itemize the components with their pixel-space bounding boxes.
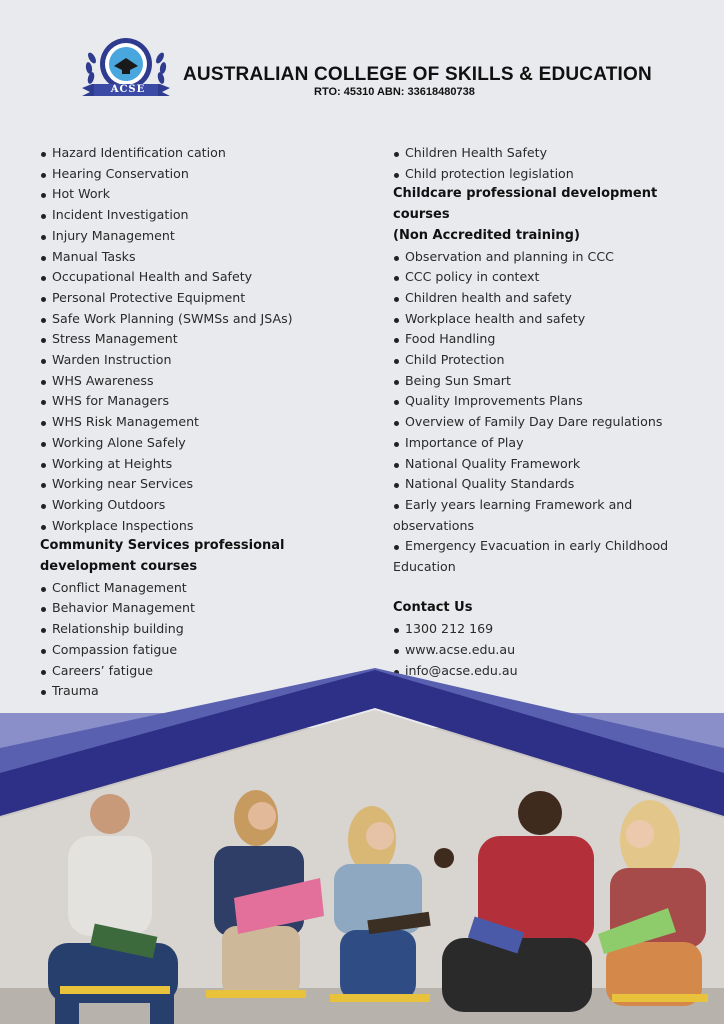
whs-course-item: WHS for Managers <box>40 391 370 412</box>
childcare-course-item: National Quality Standards <box>393 474 693 495</box>
whs-course-list <box>40 143 370 536</box>
contact-item: 1300 212 169 <box>393 619 693 640</box>
childcare-course-item: Workplace health and safety <box>393 309 693 330</box>
childcare-course-item: Being Sun Smart <box>393 371 693 392</box>
childcare-heading <box>393 184 693 246</box>
whs-course-item: Injury Management <box>40 226 370 247</box>
childcare-course-item: Emergency Evacuation in early Childhood Education <box>393 536 693 577</box>
children-safety-list <box>393 143 693 184</box>
header <box>0 0 724 120</box>
children-safety-item: Children Health Safety <box>393 143 693 164</box>
logo-text: ACSE <box>110 84 146 95</box>
banner-graphic <box>0 668 724 1024</box>
community-course-item: Conflict Management <box>40 578 370 599</box>
children-safety-item: Child protection legislation <box>393 164 693 185</box>
college-name: AUSTRALIAN COLLEGE OF SKILLS & EDUCATION <box>183 64 652 85</box>
childcare-heading-line1: Childcare professional development courses <box>393 186 658 223</box>
childcare-wrapped-list <box>393 495 693 578</box>
whs-course-item: Working near Services <box>40 474 370 495</box>
right-column <box>393 143 693 681</box>
left-column <box>40 143 370 702</box>
childcare-course-item: Importance of Play <box>393 433 693 454</box>
spacer <box>393 578 693 599</box>
childcare-course-item: Child Protection <box>393 350 693 371</box>
childcare-course-item: Children health and safety <box>393 288 693 309</box>
photo-banner <box>0 668 724 1024</box>
childcare-heading-line2: (Non Accredited training) <box>393 227 580 243</box>
community-course-item: Compassion fatigue <box>40 640 370 661</box>
whs-course-item: Warden Instruction <box>40 350 370 371</box>
whs-course-item: Working Outdoors <box>40 495 370 516</box>
whs-course-item: Hazard Identification cation <box>40 143 370 164</box>
childcare-course-item: Early years learning Framework and observations <box>393 495 693 536</box>
community-course-item: Trauma <box>40 681 370 702</box>
childcare-course-item: Food Handling <box>393 329 693 350</box>
childcare-course-list <box>393 247 693 495</box>
childcare-course-item: Overview of Family Day Dare regulations <box>393 412 693 433</box>
community-heading-line2: development courses <box>40 559 198 575</box>
childcare-course-item: National Quality Framework <box>393 454 693 475</box>
whs-course-item: Working at Heights <box>40 454 370 475</box>
whs-course-item: Stress Management <box>40 329 370 350</box>
whs-course-item: Personal Protective Equipment <box>40 288 370 309</box>
contact-item: www.acse.edu.au <box>393 640 693 661</box>
whs-course-item: Manual Tasks <box>40 247 370 268</box>
whs-course-item: Hearing Conservation <box>40 164 370 185</box>
contact-item: info@acse.edu.au <box>393 661 693 682</box>
childcare-course-item: Observation and planning in CCC <box>393 247 693 268</box>
community-heading <box>40 536 370 577</box>
community-course-item: Careers’ fatigue <box>40 661 370 682</box>
whs-course-item: WHS Awareness <box>40 371 370 392</box>
whs-course-item: Safe Work Planning (SWMSs and JSAs) <box>40 309 370 330</box>
community-course-item: Behavior Management <box>40 598 370 619</box>
registration-line: RTO: 45310 ABN: 33618480738 <box>314 86 475 98</box>
contact-heading: Contact Us <box>393 600 473 616</box>
whs-course-item: Working Alone Safely <box>40 433 370 454</box>
childcare-course-item: CCC policy in context <box>393 267 693 288</box>
whs-course-item: Occupational Health and Safety <box>40 267 370 288</box>
whs-course-item: WHS Risk Management <box>40 412 370 433</box>
childcare-course-item: Quality Improvements Plans <box>393 391 693 412</box>
whs-course-item: Workplace Inspections <box>40 516 370 537</box>
community-heading-line1: Community Services professional <box>40 538 285 554</box>
whs-course-item: Incident Investigation <box>40 205 370 226</box>
whs-course-item: Hot Work <box>40 184 370 205</box>
community-course-item: Relationship building <box>40 619 370 640</box>
